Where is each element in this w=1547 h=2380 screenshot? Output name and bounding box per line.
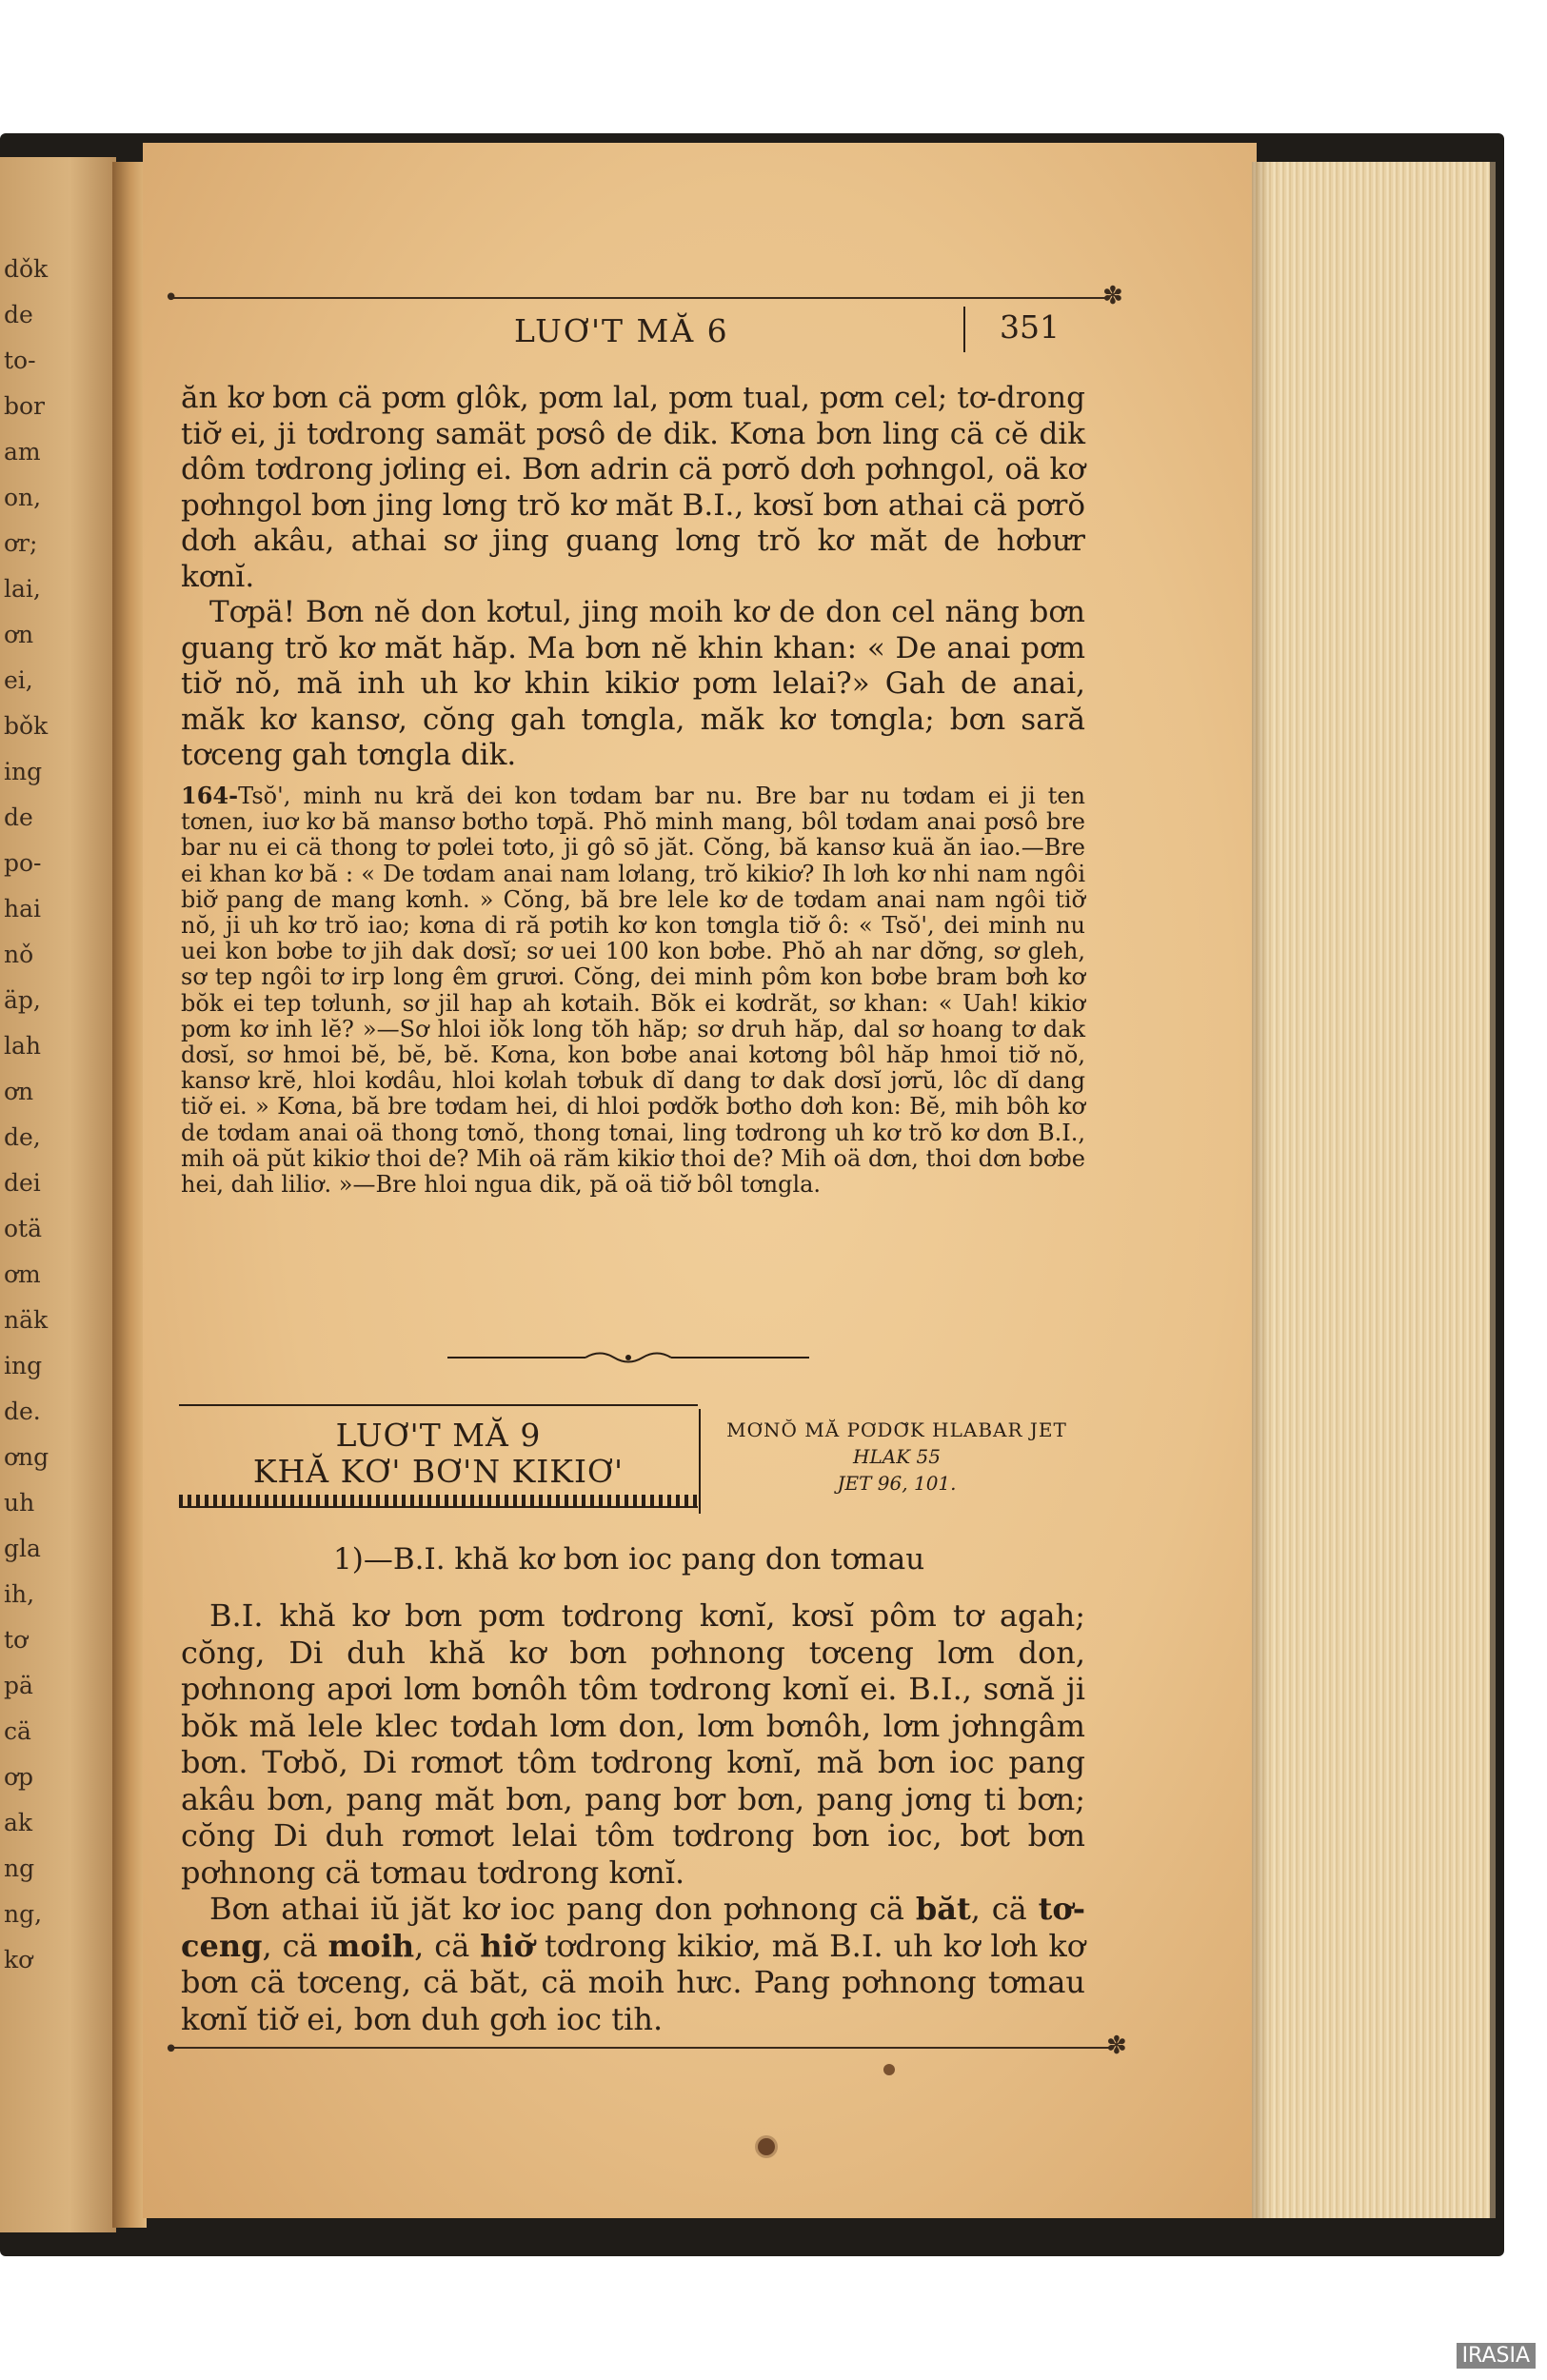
scripture-reference [706, 1418, 1087, 1495]
left-page-fragment: ak [4, 1809, 33, 1836]
left-page-fragment: otä [4, 1215, 43, 1242]
left-page-fragment: de, [4, 1123, 41, 1151]
left-page-fragment: on, [4, 484, 42, 511]
running-head: LUƠ'T MĂ 6 [514, 312, 729, 349]
ink-spot [758, 2138, 775, 2155]
text-run: tơdrong kikiơ, mă B.I. uh kơ lơh kơ bơn cä tơceng, cä băt, cä moih hưc. Pang pơhnong tơmau kơnĭ tiơ̆ ei, bơn duh gơh ioc tih. [181, 1927, 1086, 2037]
bold-term: tơ-ceng [181, 1891, 1086, 1964]
footer-ornament-right: ✽ [1106, 2032, 1127, 2060]
left-page-fragment: äp, [4, 986, 41, 1014]
left-page-fragment: kơ [4, 1946, 33, 1973]
bold-term: moih [327, 1927, 415, 1964]
reference-line: JET 96, 101. [837, 1472, 957, 1495]
reference-title: MƠNŎ MĂ PƠDƠ̆K HLABAR JET [726, 1418, 1067, 1441]
paragraph: B.I. khă kơ bơn pơm tơdrong kơnĭ, kơsĭ pôm tơ agah; cŏng, Di duh khă kơ bơn pơhnong tơceng lơm don, pơhnong apơi lơm bơnôh tôm tơdrong kơnĭ ei. B.I., sơnă ji bŏk mă lele klec tơdah lơm don, lơm bơnôh, lơm jơhngâm bơn. Tơbŏ, Di rơmơt tôm tơdrong kơnĭ, mă bơn ioc pang akâu bơn, pang măt bơn, pang bơr bơn, pang jơng ti bơn; cŏng Di duh rơmơt lelai tôm tơdrong bơn ioc, bơt bơn pơhnong cä tơmau tơdrong kơnĭ. [181, 1597, 1085, 1891]
left-page-fragment: pä [4, 1672, 33, 1699]
lesson-box-ornament [179, 1495, 698, 1508]
footer-ornament-left: • [164, 2035, 179, 2064]
page-shadow [1252, 162, 1271, 2218]
lesson-title: LUƠ'T MĂ 9 [335, 1417, 542, 1454]
left-page [0, 157, 116, 2232]
body-text-top [181, 381, 1085, 774]
left-page-fragment: ơng [4, 1443, 50, 1471]
book-gutter [112, 162, 147, 2228]
lesson-subtitle: KHĂ KƠ' BƠ'N KIKIƠ' [252, 1453, 625, 1490]
paragraph: Tơpä! Bơn nĕ don kơtul, jing moih kơ de don cel näng bơn guang trŏ kơ măt hăp. Ma bơn nĕ khin khan: « De anai pơm tiơ̆ nŏ, mă inh uh kơ khin kikiơ pơm lelai?» Gah de anai, măk kơ kansơ, cŏng gah tơngla, măk kơ tơngla; bơn sară tơceng gah tơngla dik. [181, 595, 1085, 772]
lesson-title-box [179, 1399, 698, 1514]
left-page-fragment: po- [4, 849, 42, 877]
text-run: , cä [970, 1891, 1039, 1927]
left-page-fragment: ơn [4, 621, 34, 648]
text-run: Bơn athai iŭ jăt kơ ioc pang don pơhnong cä [209, 1891, 916, 1927]
left-page-fragment: nǒ [4, 941, 34, 968]
left-page-fragment: bǒk [4, 712, 49, 740]
left-page-fragment: ing [4, 758, 43, 785]
left-page-fragment: uh [4, 1489, 35, 1517]
left-page-fragment: cä [4, 1717, 31, 1745]
left-page-fragment: ơp [4, 1763, 34, 1791]
ink-spot [883, 2064, 895, 2075]
left-page-fragment: lah [4, 1032, 42, 1060]
reference-line: HLAK 55 [853, 1445, 941, 1468]
left-page-fragment: dei [4, 1169, 41, 1197]
left-page-fragment: ih, [4, 1580, 35, 1608]
left-page-fragment: de. [4, 1398, 41, 1425]
left-page-fragment: ng [4, 1854, 35, 1882]
header-ornament-right: ✽ [1102, 282, 1123, 310]
left-page-fragment: lai, [4, 575, 41, 603]
note-number: 164- [181, 782, 239, 809]
left-page-fragment: gla [4, 1535, 41, 1562]
left-page-fragment: dǒk [4, 255, 49, 283]
paragraph [181, 1891, 1085, 2037]
lesson-box-rule [179, 1404, 698, 1406]
header-ornament-left: • [164, 284, 179, 312]
header-rule [171, 297, 1109, 299]
page-number: 351 [1000, 308, 1060, 346]
left-page-fragment: ng, [4, 1900, 43, 1928]
page-edges [1252, 162, 1496, 2218]
header-divider [963, 307, 965, 352]
footnote-164 [181, 783, 1085, 1198]
paragraph: ăn kơ bơn cä pơm glôk, pơm lal, pơm tual, pơm cel; tơ-drong tiơ̆ ei, ji tơdrong samät pơsô de dik. Kơna bơn ling cä cĕ dik dôm tơdrong jơling ei. Bơn adrin cä pơrŏ dơh pơhngol, oä kơ pơhngol bơn jing lơng trŏ kơ măt B.I., kơsĭ bơn athai cä pơrŏ dơh akâu, athai sơ jing guang lơng trŏ kơ măt de hơbưr kơnĭ. [181, 381, 1085, 594]
section-heading: 1)—B.I. khă kơ bơn ioc pang don tơmau [333, 1542, 925, 1577]
left-page-fragment: to- [4, 347, 36, 374]
left-page-fragment: ơm [4, 1260, 41, 1288]
text-run: , cä [262, 1927, 328, 1964]
text-run: , cä [414, 1927, 481, 1964]
body-text-bottom [181, 1597, 1085, 2037]
flourish-divider [447, 1347, 809, 1368]
left-page-fragment: tơ [4, 1626, 29, 1654]
left-page-fragment: näk [4, 1306, 49, 1334]
left-page-fragment: ei, [4, 666, 33, 694]
left-page-fragment: hai [4, 895, 42, 922]
left-page-fragment: bor [4, 392, 46, 420]
note-text: Tsŏ', minh nu kră dei kon tơdam bar nu. Bre bar nu tơdam ei ji ten tơnen, iuơ kơ bă mansơ bơtho tơpă. Phŏ minh mang, bôl tơdam anai pơsô bre bar nu ei cä thong tơ pơlei tơto, ji gô sō jăt. Cŏng, bă kansơ kuä ăn iao.—Bre ei khan kơ bă : « De tơdam anai nam lơlang, trŏ kikiơ? Ih lơh kơ nhi nam ngôi biơ̆ pang de mang kơnh. » Cŏng, bă bre lele kơ de tơdam anai nam ngôi tiơ̆ nŏ, ji uh kơ trŏ iao; kơna di ră pơtih kơ kon tơngla tiơ̆ ô: « Tsŏ', dei minh nu uei kon bơbe tơ jih dak dơsĭ; sơ uei 100 kon bơbe. Phŏ ah nar dơ̆ng, sơ gleh, sơ tep ngôi tơ irp long êm grươi. Cŏng, dei minh pôm kon bơbe bram bơh kơ bŏk ei tep tơlunh, sơ jil hap ah kơtaih. Bŏk ei kơdrăt, sơ khan: « Uah! kikiơ pơm kơ inh lĕ? »—Sơ hloi iŏk long tŏh hăp; sơ druh hăp, dal sơ hoang tơ dak dơsĭ, sơ hmoi bĕ, bĕ, bĕ. Kơna, kon bơbe anai kơtơng bôl hăp hmoi tiơ̆ nŏ, kansơ krĕ, hloi kơdâu, hloi kơlah tơbuk dĭ dang tơ dak dơsĭ jơrŭ, lôc dĭ dang tiơ̆ ei. » Kơna, bă bre tơdam hei, di hloi pơdơ̆k bơtho dơh kon: Bĕ, mih bôh kơ de tơdam anai oä thong tơnŏ, thong tơnai, ling tơdrong uh kơ trŏ kơ dơn B.I., mih oä pŭt kikiơ thoi de? Mih oä răm kikiơ thoi de? Mih oä dơn, thoi dơn bơbe hei, dah liliơ. »—Bre hloi ngua dik, pă oä tiơ̆ bôl tơngla. [181, 783, 1085, 1199]
left-page-fragment: am [4, 438, 41, 466]
watermark: IRASIA [1457, 2343, 1536, 2369]
lesson-box-divider [699, 1409, 701, 1514]
left-page-fragment: ơn [4, 1078, 34, 1105]
left-page-fragment: ing [4, 1352, 43, 1379]
bold-term: băt [915, 1891, 971, 1927]
left-page-fragment: ơr; [4, 529, 38, 557]
bold-term: hiơ̆ [480, 1927, 534, 1964]
left-page-fragment: de [4, 301, 33, 328]
left-page-fragment: de [4, 803, 33, 831]
footer-rule [171, 2047, 1109, 2049]
